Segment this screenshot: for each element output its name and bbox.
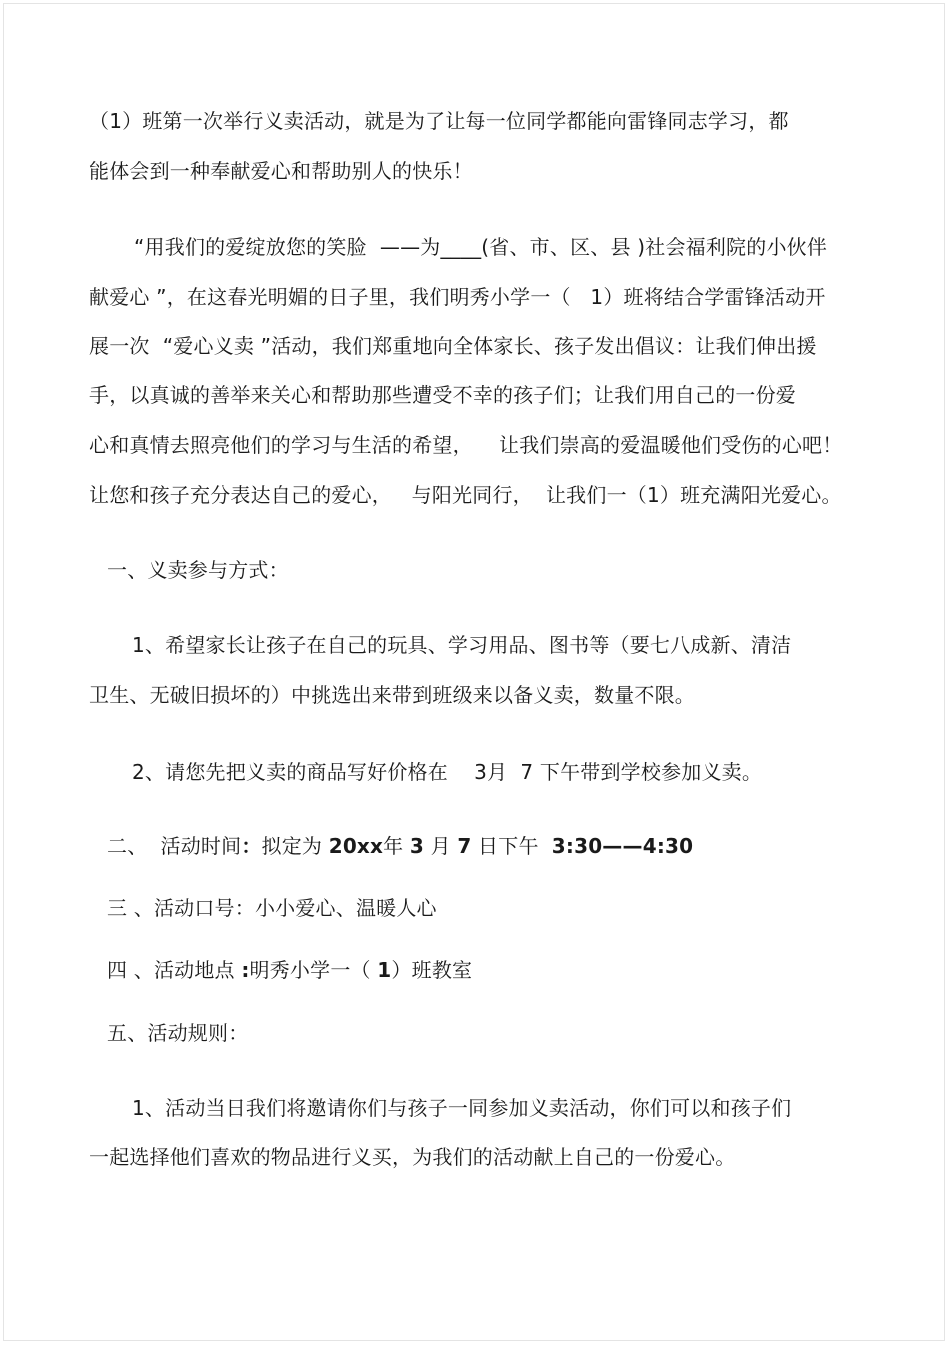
section-2-label: 二、 活动时间 bbox=[107, 834, 242, 858]
section-5-heading-text: 五、活动规则： bbox=[107, 1021, 249, 1045]
intro-line-1 bbox=[89, 108, 789, 134]
section-2-day-unit: 日下午 bbox=[471, 834, 552, 858]
section-3-slogan bbox=[107, 895, 437, 921]
section-5-item-1-line-2-text: 一起选择他们喜欢的物品进行义买，为我们的活动献上自己的一份爱心。 bbox=[89, 1145, 736, 1169]
section-2-year: 20xx bbox=[328, 834, 384, 858]
section-5-item-1-line-1-text: 1、活动当日我们将邀请你们与孩子一同参加义卖活动，你们可以和孩子们 bbox=[132, 1096, 792, 1120]
section-2-month: 3 bbox=[409, 834, 425, 858]
section-4-text-2: ）班教室 bbox=[391, 958, 473, 982]
section-4-location bbox=[107, 957, 472, 983]
section-5-item-1-line-1 bbox=[132, 1095, 791, 1121]
proposal-line-6-text: 让您和孩子充分表达自己的爱心， 与阳光同行， 让我们一（1）班充满阳光爱心。 bbox=[89, 483, 842, 507]
intro-line-2-text: 能体会到一种奉献爱心和帮助别人的快乐！ bbox=[89, 159, 473, 183]
proposal-line-4-text: 手，以真诚的善举来关心和帮助那些遭受不幸的孩子们；让我们用自己的一份爱 bbox=[89, 383, 796, 407]
section-2-year-unit: 年 bbox=[383, 834, 410, 858]
section-4-num: 1 bbox=[377, 958, 392, 982]
section-2-day: 7 bbox=[457, 834, 472, 858]
section-4-label: 四 、活动地点 bbox=[107, 958, 242, 982]
section-5-heading bbox=[107, 1020, 248, 1046]
proposal-line-2 bbox=[89, 284, 826, 310]
section-1-item-2-text: 2、请您先把义卖的商品写好价格在 3月 7 下午带到学校参加义卖。 bbox=[132, 760, 763, 784]
section-1-item-2 bbox=[132, 759, 762, 785]
section-4-colon: : bbox=[241, 958, 250, 982]
section-2-text: 拟定为 bbox=[261, 834, 329, 858]
proposal-line-4 bbox=[89, 382, 796, 408]
section-2-month-unit: 月 bbox=[424, 834, 458, 858]
section-1-heading bbox=[107, 557, 289, 583]
section-2-colon: ： bbox=[241, 834, 262, 858]
document-page bbox=[3, 3, 945, 1341]
proposal-line-1-text: “用我们的爱绽放您的笑脸 ——为____(省、市、区、县 )社会福利院的小伙伴 bbox=[134, 235, 828, 259]
section-3-text: 三 、活动口号：小小爱心、温暖人心 bbox=[107, 896, 437, 920]
section-1-item-1-line-2 bbox=[89, 682, 695, 708]
proposal-line-5 bbox=[89, 432, 842, 458]
section-1-item-1-line-2-text: 卫生、无破旧损坏的）中挑选出来带到班级来以备义卖，数量不限。 bbox=[89, 683, 695, 707]
proposal-line-3 bbox=[89, 333, 817, 359]
proposal-line-3-text: 展一次 “爱心义卖 ”活动，我们郑重地向全体家长、孩子发出倡议：让我们伸出援 bbox=[89, 334, 817, 358]
intro-line-2 bbox=[89, 158, 473, 184]
section-2-time-range: 3:30——4:30 bbox=[551, 834, 694, 858]
section-5-item-1-line-2 bbox=[89, 1144, 735, 1170]
section-1-heading-text: 一、义卖参与方式： bbox=[107, 558, 289, 582]
section-1-item-1-line-1-text: 1、希望家长让孩子在自己的玩具、学习用品、图书等（要七八成新、清洁 bbox=[132, 633, 792, 657]
section-1-item-1-line-1 bbox=[132, 632, 791, 658]
proposal-line-2-text: 献爱心 ”，在这春光明媚的日子里，我们明秀小学一（ 1）班将结合学雷锋活动开 bbox=[89, 285, 826, 309]
section-2-time bbox=[107, 833, 693, 859]
proposal-line-1 bbox=[134, 234, 827, 260]
section-4-text-1: 明秀小学一（ bbox=[249, 958, 378, 982]
intro-line-1-text: （1）班第一次举行义卖活动，就是为了让每一位同学都能向雷锋同志学习，都 bbox=[89, 109, 789, 133]
proposal-line-6 bbox=[89, 482, 842, 508]
proposal-line-5-text: 心和真情去照亮他们的学习与生活的希望， 让我们崇高的爱温暖他们受伤的心吧！ bbox=[89, 433, 843, 457]
